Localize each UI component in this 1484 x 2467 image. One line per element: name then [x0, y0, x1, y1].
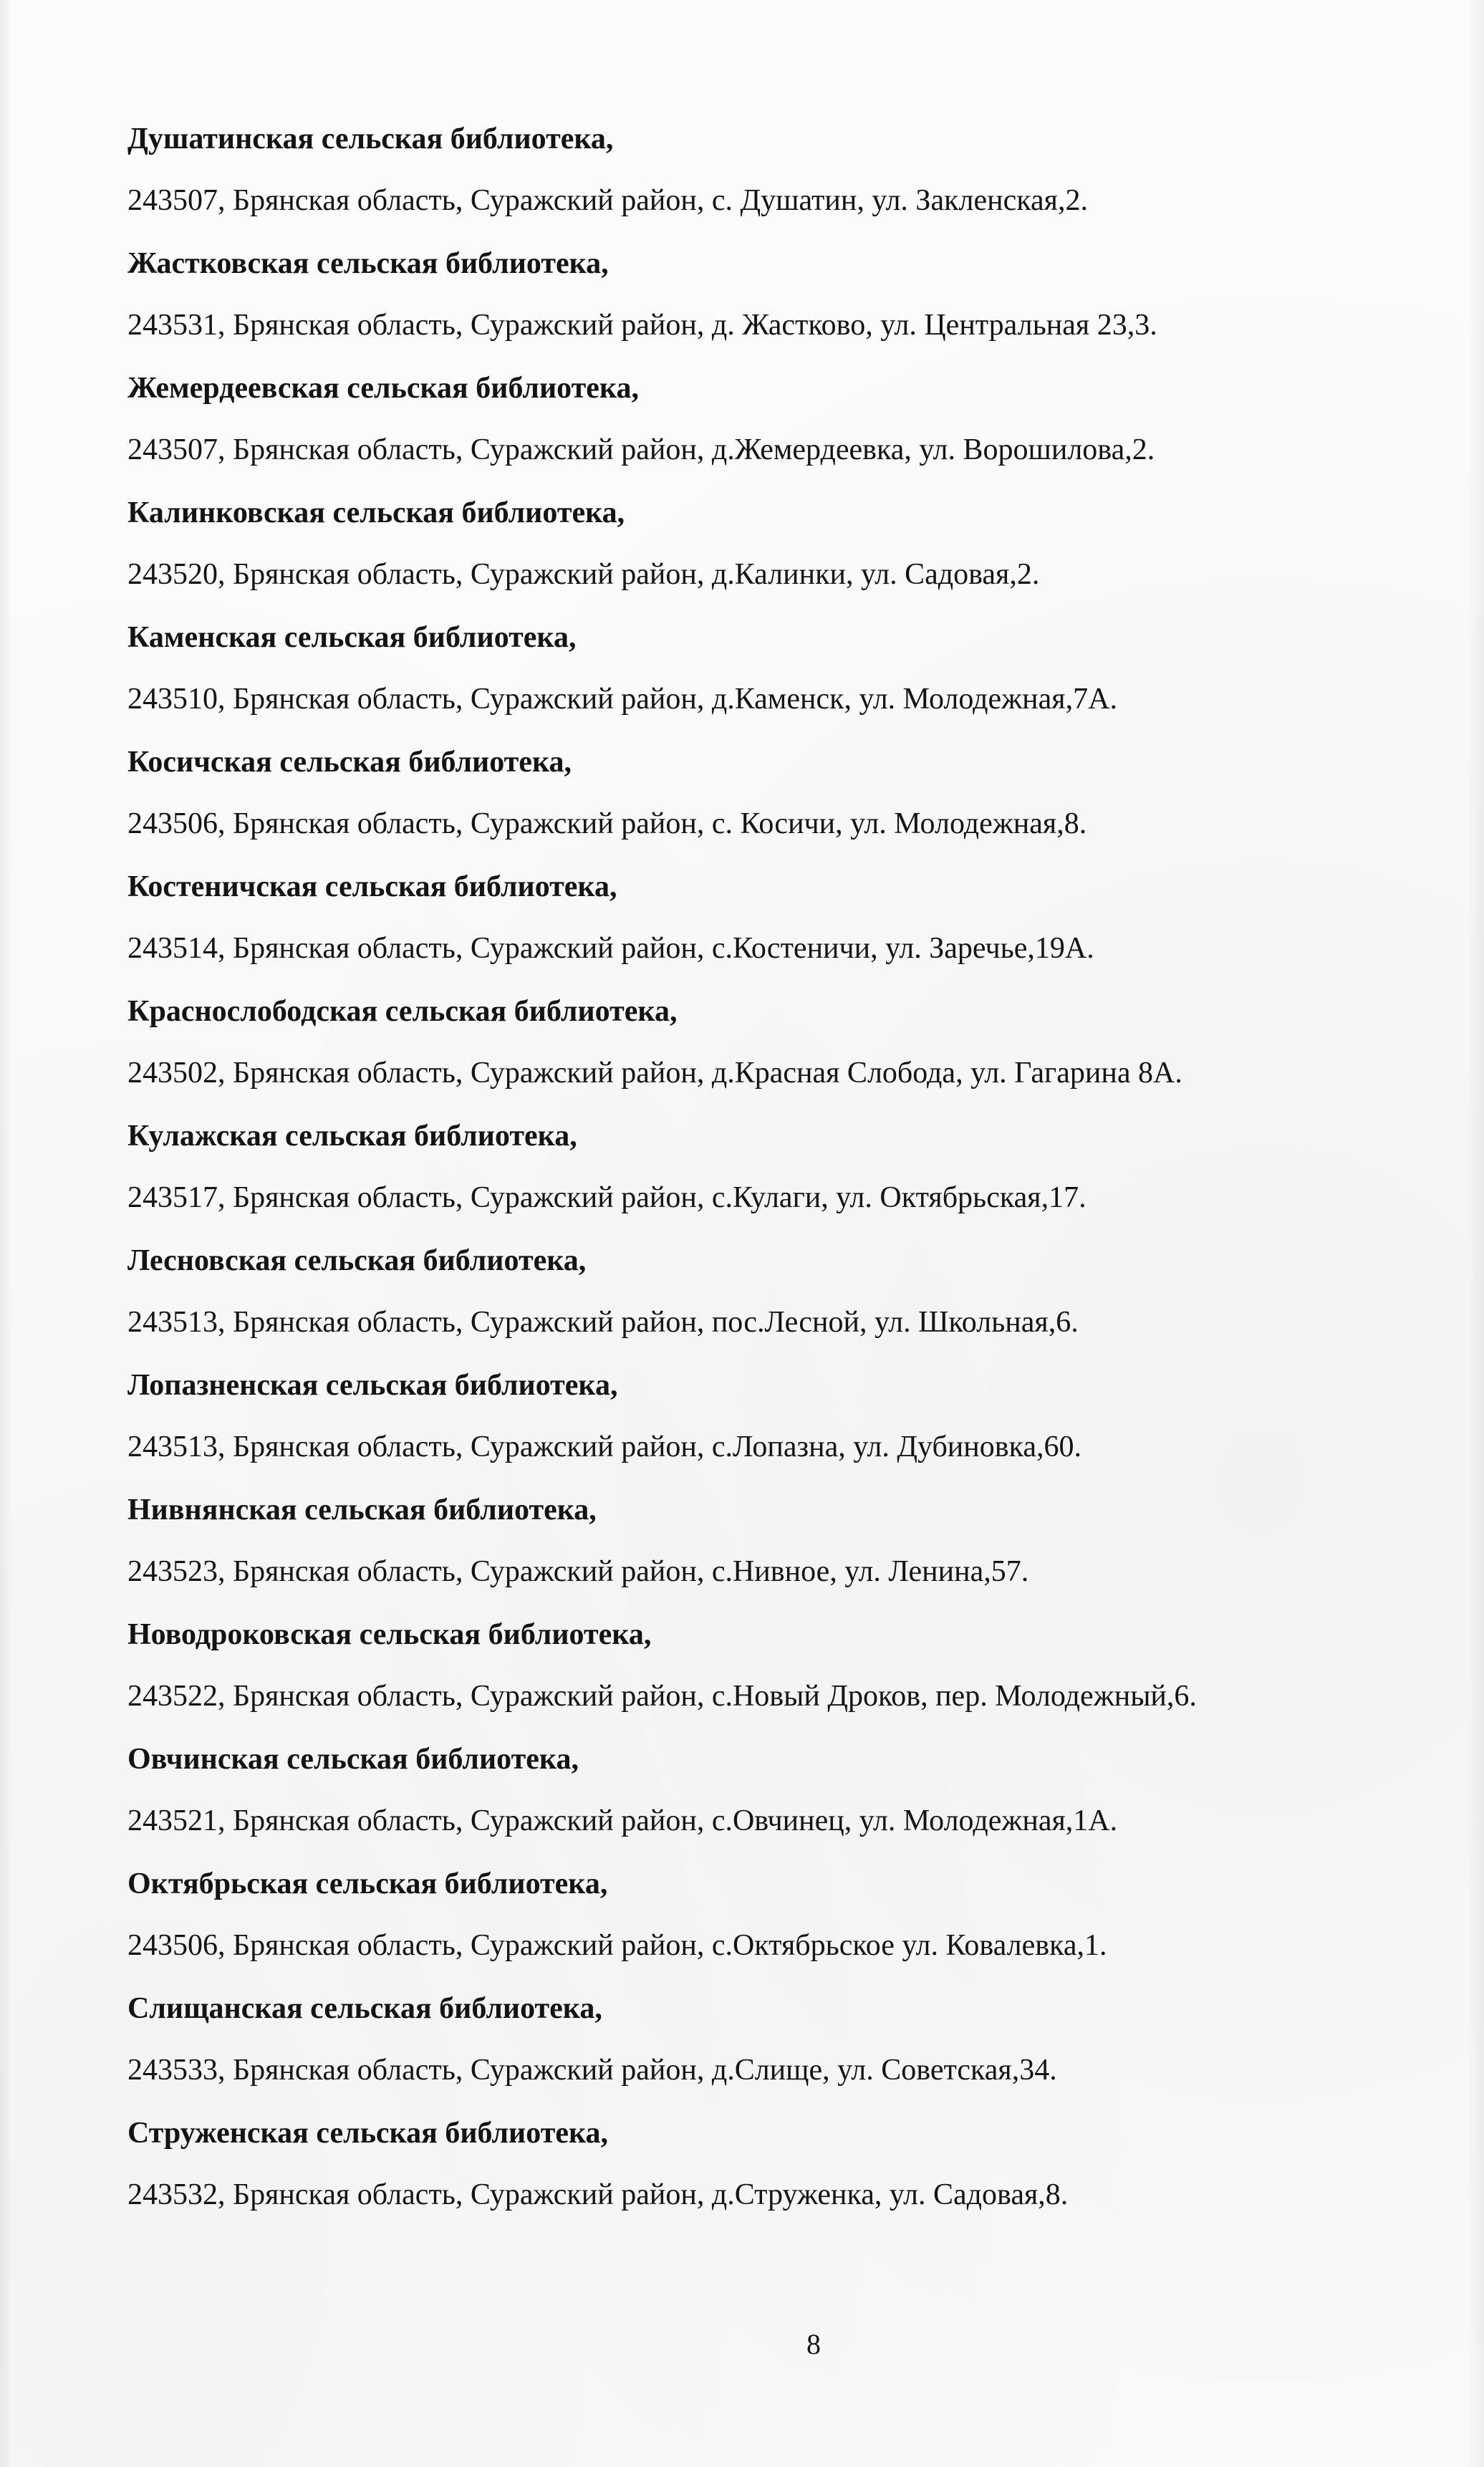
- library-name: Жастковская сельская библиотека,: [127, 247, 609, 280]
- library-address: 243506, Брянская область, Суражский район, с. Косичи, ул. Молодежная,8.: [127, 807, 1087, 840]
- library-entry: [127, 870, 1445, 966]
- library-entry: [127, 246, 1445, 342]
- library-name: Нивнянская сельская библиотека,: [127, 1494, 597, 1526]
- library-address: 243531, Брянская область, Суражский район, д. Жастково, ул. Центральная 23,3.: [127, 309, 1157, 342]
- library-address: 243506, Брянская область, Суражский район, с.Октябрьское ул. Ковалевка,1.: [127, 1929, 1107, 1962]
- page-edge-right: [1468, 0, 1484, 2467]
- library-entry: [127, 745, 1445, 841]
- library-name: Слищанская сельская библиотека,: [127, 1992, 602, 2025]
- library-entry: [127, 620, 1445, 716]
- library-name: Каменская сельская библиотека,: [127, 621, 577, 654]
- library-entry: [127, 1617, 1445, 1713]
- library-name: Овчинская сельская библиотека,: [127, 1743, 579, 1776]
- library-address: 243532, Брянская область, Суражский район, д.Струженка, ул. Садовая,8.: [127, 2178, 1069, 2211]
- library-address: 243517, Брянская область, Суражский район, с.Кулаги, ул. Октябрьская,17.: [127, 1181, 1086, 1214]
- library-address: 243533, Брянская область, Суражский район, д.Слище, ул. Советская,34.: [127, 2054, 1057, 2087]
- library-address: 243514, Брянская область, Суражский район, с.Костеничи, ул. Заречье,19А.: [127, 932, 1094, 965]
- library-address: 243513, Брянская область, Суражский район, пос.Лесной, ул. Школьная,6.: [127, 1306, 1079, 1339]
- library-name: Косичская сельская библиотека,: [127, 746, 572, 779]
- library-name: Жемердеевская сельская библиотека,: [127, 372, 639, 405]
- library-entry: [127, 994, 1445, 1090]
- library-entry: [127, 1991, 1445, 2087]
- library-name: Лопазненская сельская библиотека,: [127, 1369, 618, 1402]
- library-entry: [127, 2116, 1445, 2212]
- library-address: 243520, Брянская область, Суражский район, д.Калинки, ул. Садовая,2.: [127, 558, 1040, 591]
- library-address: 243523, Брянская область, Суражский район, с.Нивное, ул. Ленина,57.: [127, 1555, 1029, 1588]
- library-name: Новодроковская сельская библиотека,: [127, 1618, 652, 1651]
- library-entry: [127, 496, 1445, 592]
- library-name: Струженская сельская библиотека,: [127, 2117, 609, 2150]
- library-name: Октябрьская сельская библиотека,: [127, 1867, 608, 1900]
- library-address: 243507, Брянская область, Суражский район, д.Жемердеевка, ул. Ворошилова,2.: [127, 433, 1155, 466]
- library-address: 243510, Брянская область, Суражский район, д.Каменск, ул. Молодежная,7А.: [127, 683, 1117, 716]
- library-name: Кулажская сельская библиотека,: [127, 1120, 577, 1153]
- library-name: Костеничская сельская библиотека,: [127, 870, 617, 903]
- page-edge-left: [0, 0, 13, 2467]
- library-address: 243507, Брянская область, Суражский район, с. Душатин, ул. Закленская,2.: [127, 184, 1088, 217]
- library-name: Душатинская сельская библиотека,: [127, 122, 614, 155]
- library-list: [127, 122, 1445, 2241]
- library-name: Краснослободская сельская библиотека,: [127, 995, 678, 1028]
- library-address: 243502, Брянская область, Суражский район, д.Красная Слобода, ул. Гагарина 8А.: [127, 1057, 1182, 1090]
- library-name: Калинковская сельская библиотека,: [127, 496, 625, 529]
- library-address: 243522, Брянская область, Суражский район, с.Новый Дроков, пер. Молодежный,6.: [127, 1680, 1197, 1713]
- library-entry: [127, 1244, 1445, 1340]
- library-address: 243521, Брянская область, Суражский район, с.Овчинец, ул. Молодежная,1А.: [127, 1804, 1118, 1837]
- library-address: 243513, Брянская область, Суражский район, с.Лопазна, ул. Дубиновка,60.: [127, 1430, 1082, 1463]
- library-entry: [127, 1493, 1445, 1589]
- library-entry: [127, 371, 1445, 467]
- library-entry: [127, 1742, 1445, 1838]
- library-entry: [127, 122, 1445, 218]
- library-entry: [127, 1119, 1445, 1215]
- page-number: 8: [806, 2328, 821, 2360]
- library-entry: [127, 1368, 1445, 1464]
- library-entry: [127, 1867, 1445, 1963]
- library-name: Лесновская сельская библиотека,: [127, 1244, 587, 1277]
